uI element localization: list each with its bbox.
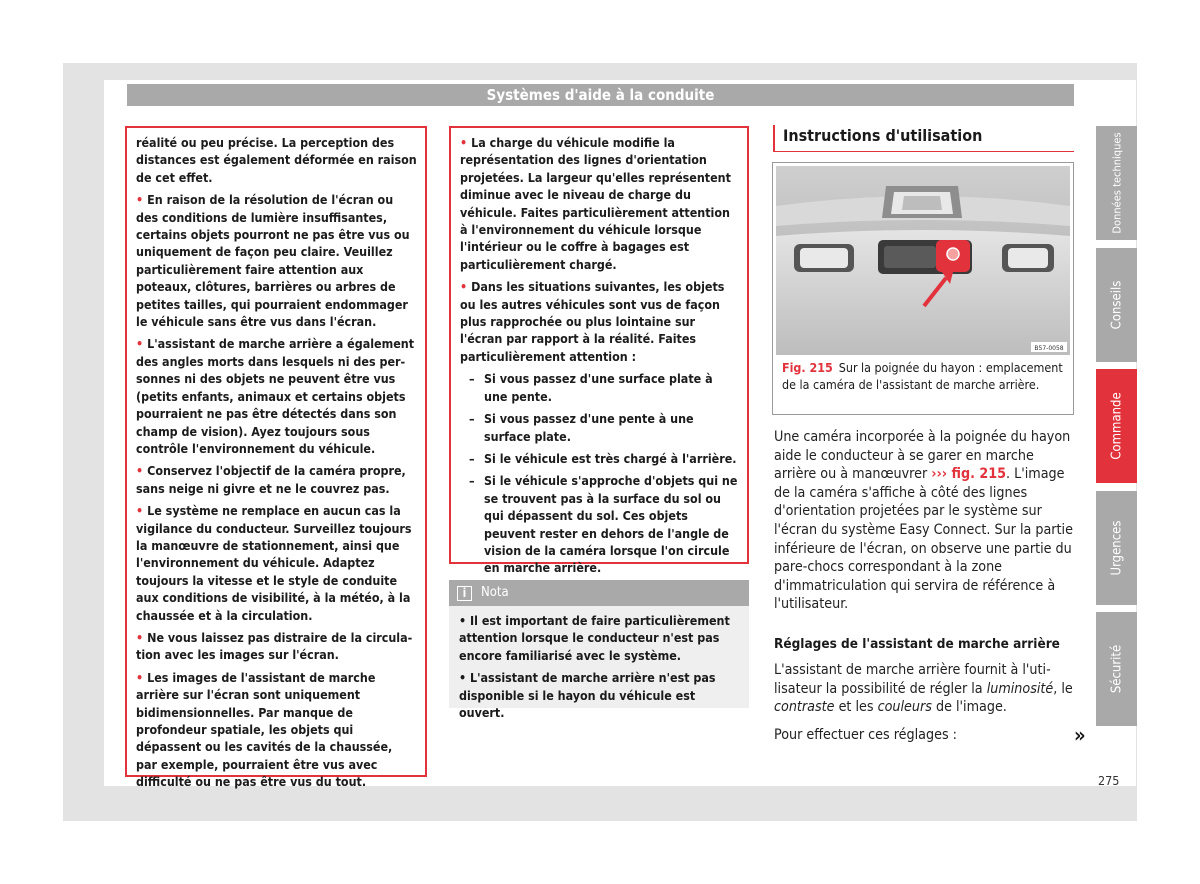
warning-item: • Ne vous laissez pas distraire de la circulation avec les images sur l'écran. [136, 629, 413, 663]
bullet-icon: • [460, 135, 468, 150]
warning-item: • En raison de la résolution de l'écran ou des conditions de lumière insuffisantes, certains objets pourront ne pas être vus ou uniquement de façon peu claire. Veuillez particulièrement faire attention aux poteaux, clôtures, barrières ou arbres de petites tailles, qui pourraient endommager le véhicule sans être vus dans l'écran. [136, 192, 410, 330]
warning-text: réalité ou peu précise. La perception des distances est également déformée en raison de cet effet. [136, 135, 417, 185]
bullet-icon: • [136, 192, 144, 208]
bullet-icon: • [136, 336, 144, 352]
figure-reference-link[interactable]: ››› fig. 215 [931, 466, 1007, 483]
tab-donnees-techniques[interactable]: Données techniques [1096, 126, 1137, 240]
subheading-settings: Réglages de l'assistant de marche arrière [774, 636, 1060, 652]
warning-item: • Le système ne remplace en aucun cas la vigilance du conducteur. Surveillez toujours la manœuvre de stationnement, ainsi que l'environnement du véhicule. Adaptez toujours la vitesse et le style de conduite aux conditions de visibilité, à la météo, à la chaussée et à la circulation. [136, 503, 412, 623]
tab-commande[interactable]: Commande [1096, 369, 1137, 483]
warning-box-middle [449, 126, 749, 576]
continue-mark: » [1074, 723, 1086, 747]
list-item: – Si vous passez d'une surface plate à une pente. [469, 371, 713, 404]
tab-conseils[interactable]: Conseils [1096, 248, 1137, 362]
dash-list [460, 370, 739, 576]
figure-code: B57-0058 [1034, 345, 1064, 352]
note-title: Nota [481, 585, 509, 600]
note-item: • Il est important de faire particulièrement attention lorsque le conducteur n'est pas encore familiarisé avec le système. [459, 613, 730, 663]
bullet-icon: • [136, 669, 144, 685]
list-item: – Si vous passez d'une pente à une surface plate. [469, 411, 694, 444]
note-header [449, 580, 749, 606]
figure-label: Fig. 215 [782, 360, 833, 375]
page-number: 275 [1098, 773, 1120, 788]
warning-item: • Conservez l'objectif de la caméra propre, sans neige ni givre et ne le couvrez pas. [136, 463, 406, 496]
tab-urgences[interactable]: Urgences [1096, 491, 1137, 605]
warning-item: • Dans les situations suivantes, les objets ou les autres véhicules sont vus de façon plus rapprochée ou plus lointaine sur l'écran par rapport à la réalité. Faites particulièrement attention : [460, 279, 725, 364]
section-title: Instructions d'utilisation [773, 125, 1074, 152]
page-header: Systèmes d'aide à la conduite [127, 84, 1074, 106]
note-item: • L'assistant de marche arrière n'est pas disponible si le hayon du véhicule est ouvert. [459, 670, 716, 721]
paragraph-intro: Une caméra incorporée à la poignée du hayon aide le conducteur à se garer en marche arrière ou à manœuvrer ››› fig. 215. L'image de la caméra s'affiche à côté des lignes d'orientation projetées par le système sur l'écran du système Easy Connect. Sur la partie inférieure de l'écran, on observe une partie du pare-chocs correspondant à la zone d'immatriculation qui servira de référence à l'utilisateur. [774, 429, 1073, 613]
warning-item: • Les images de l'assistant de marche arrière sur l'écran sont uniquement bidimensionnelles. Par manque de profondeur spatiale, les objets qui dépassent ou les cavités de la chaussée, par exemple, pourraient être vus avec difficulté ou ne pas être vus du tout. [136, 669, 393, 790]
tailgate-illustration [776, 166, 1070, 355]
paragraph-instructions: Pour effectuer ces réglages : [774, 727, 957, 743]
bullet-icon: • [136, 463, 144, 479]
warning-item: • La charge du véhicule modifie la représentation des lignes d'orientation projetées. La largeur qu'elles représentent diminue avec le niveau de charge du véhicule. Faites particulièrement attention à l'environnement du véhicule lorsque l'intérieur ou le coffre à bagages est particulièrement chargé. [460, 135, 731, 272]
warning-item: • L'assistant de marche arrière a également des angles morts dans lesquels ni des personnes ni des objets ne peuvent être vus (petits enfants, animaux et certains objets pourraient ne pas être détectés dans son champ de vision). Ayez toujours sous contrôle l'environnement du véhicule. [136, 336, 415, 456]
bullet-icon: • [136, 629, 144, 645]
paragraph-settings: L'assistant de marche arrière fournit à l'utilisateur la possibilité de régler la luminosité, le contraste et les couleurs de l'image. [774, 662, 1073, 716]
bullet-icon: • [460, 279, 468, 295]
figure-caption: Fig. 215 Sur la poignée du hayon : emplacement de la caméra de l'assistant de marche arrière. [782, 360, 1063, 393]
list-item: – Si le véhicule est très chargé à l'arrière. [469, 450, 737, 466]
note-box [449, 580, 749, 721]
tab-securite[interactable]: Sécurité [1096, 612, 1137, 726]
figure-215 [772, 162, 1074, 415]
note-body [449, 606, 749, 730]
list-item: – Si le véhicule s'approche d'objets qui ne se trouvent pas à la surface du sol ou qui dépassent du sol. Ces objets peuvent rester en dehors de l'angle de vision de la caméra lorsque l'on circule en marche arrière. [469, 473, 738, 576]
info-icon: i [457, 586, 472, 601]
bullet-icon: • [136, 503, 144, 519]
tailgate-camera-image [776, 166, 1070, 355]
warning-box-left [125, 126, 427, 790]
